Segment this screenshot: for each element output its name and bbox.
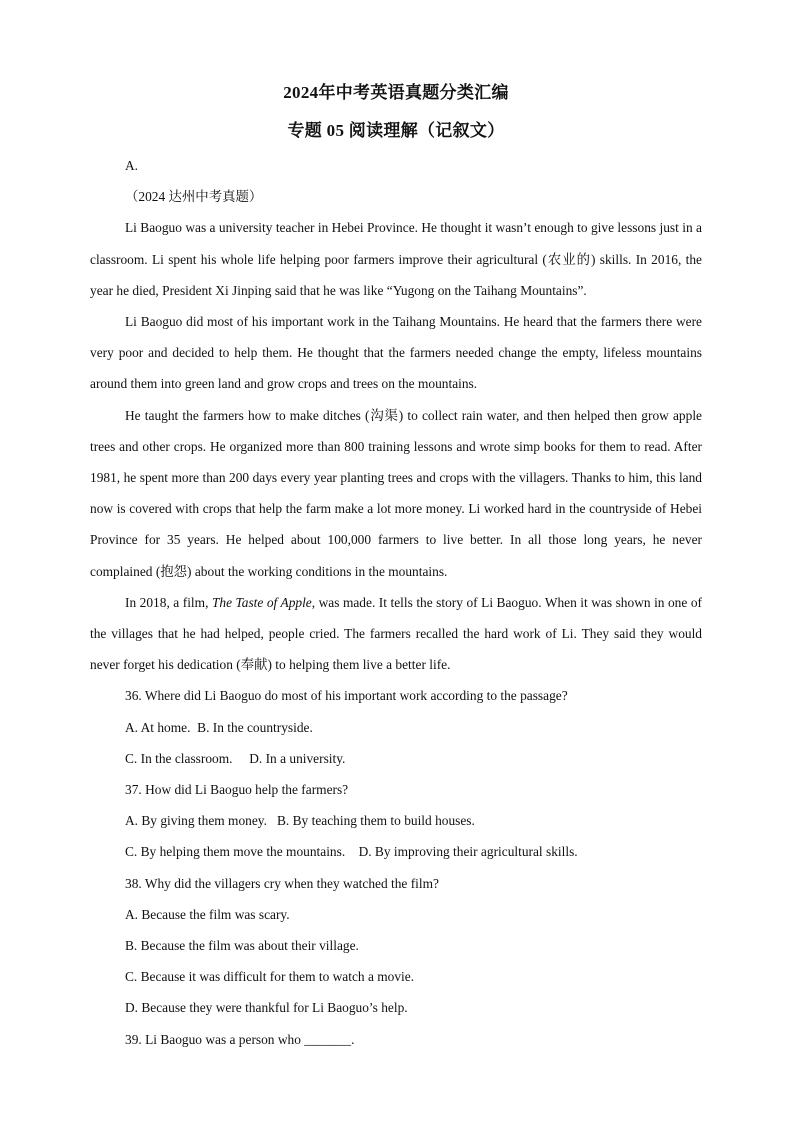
document-subtitle: 专题 05 阅读理解（记叙文）	[287, 121, 505, 140]
question-37: 37. How did Li Baoguo help the farmers?	[125, 782, 349, 798]
document-page	[90, 82, 702, 1055]
question-38-option-b: B. Because the film was about their village.	[125, 938, 359, 954]
question-38: 38. Why did the villagers cry when they watched the film?	[125, 875, 439, 891]
passage-paragraph-4	[90, 587, 702, 681]
question-36-options-cd: C. In the classroom. D. In a university.	[125, 750, 346, 766]
passage-paragraph-1: Li Baoguo was a university teacher in Hebei Province. He thought it wasn’t enough to give lessons just in a classroom. Li spent his whole life helping poor farmers improve their agricultural (农业的) skills. In 2016, the year he died, President Xi Jinping said that he was like “Yugong on the Taihang Mountains”.	[90, 220, 702, 298]
paragraph-4-text-start: In 2018, a film,	[125, 594, 212, 610]
passage-paragraph-3: He taught the farmers how to make ditches (沟渠) to collect rain water, and then helped then grow apple trees and other crops. He organized more than 800 training lessons and wrote simp books for them to read. After 1981, he spent more than 200 days every year planting trees and crops with the villagers. Thanks to him, this land now is covered with crops that help the farm make a lot more money. Li worked hard in the countryside of Hebei Province for 35 years. He helped about 100,000 farmers to live better. In all those long years, he never complained (抱怨) about the working conditions in the mountains.	[90, 407, 702, 579]
question-36: 36. Where did Li Baoguo do most of his important work according to the passage?	[125, 688, 568, 704]
question-38-option-a: A. Because the film was scary.	[125, 906, 290, 922]
question-37-options-ab: A. By giving them money. B. By teaching them to build houses.	[125, 813, 475, 829]
reading-passage	[90, 212, 702, 680]
question-36-options-ab: A. At home. B. In the countryside.	[125, 719, 313, 735]
film-title: The Taste of Apple	[211, 594, 312, 610]
section-label: A.	[125, 158, 139, 173]
section-source: （2024 达州中考真题）	[125, 189, 263, 205]
question-38-option-d: D. Because they were thankful for Li Baoguo’s help.	[125, 1000, 408, 1016]
question-38-option-c: C. Because it was difficult for them to watch a movie.	[125, 969, 415, 985]
document-title: 2024年中考英语真题分类汇编	[283, 83, 509, 102]
paragraph-4-text-end: , was made. It tells the story of Li Baoguo. When it was shown in one of the villages that he had helped, people cried. The farmers recalled the hard work of Li. They said they would never forget his dedication (奉献) to helping them live a better life.	[90, 594, 702, 673]
question-37-options-cd: C. By helping them move the mountains. D. By improving their agricultural skills.	[125, 844, 578, 860]
question-39: 39. Li Baoguo was a person who _______.	[125, 1031, 355, 1047]
passage-paragraph-2: Li Baoguo did most of his important work in the Taihang Mountains. He heard that the farmers there were very poor and decided to help them. He thought that the farmers needed change the empty, lifeless mountains around them into green land and grow crops and trees on the mountains.	[90, 314, 702, 392]
question-list	[90, 680, 702, 1054]
